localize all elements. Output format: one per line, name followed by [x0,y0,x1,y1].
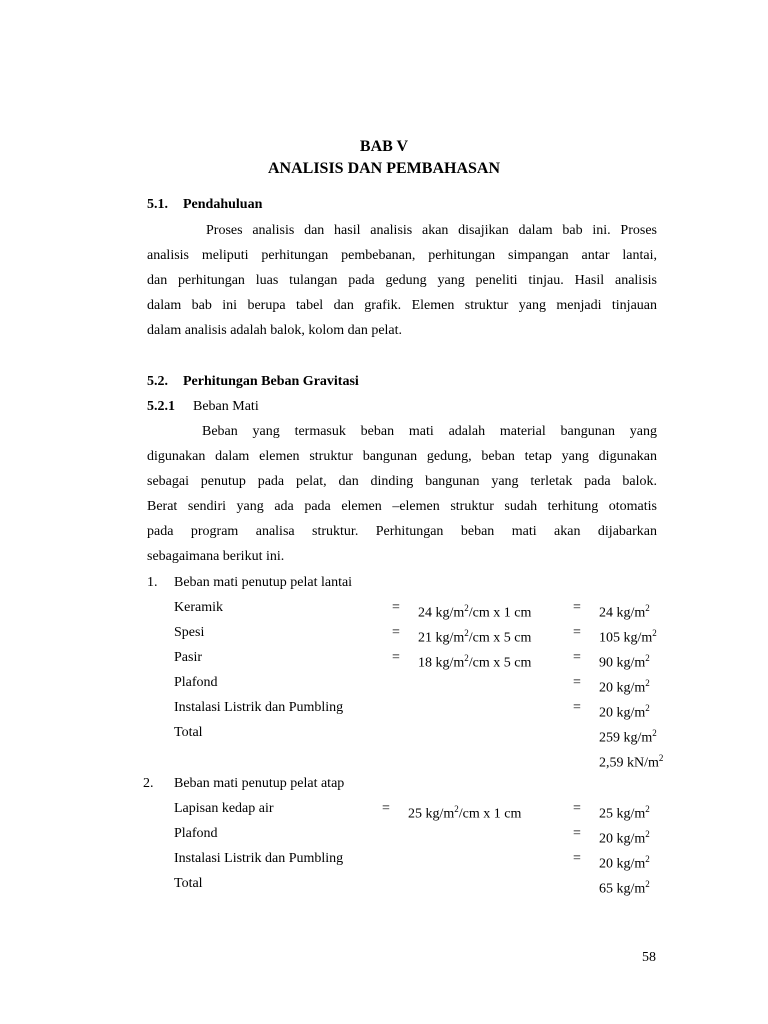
load-total-value: 259 $kg/m^2$ [599,728,657,746]
equals-sign: = [573,650,581,665]
chapter-title: ANALISIS DAN PEMBAHASAN [267,160,501,177]
load-item-name: Spesi [174,625,205,640]
section-2-line: sebagaimana berikut ini. [147,549,285,564]
equals-sign: = [382,801,390,816]
load-total-label: Total [174,725,203,740]
load-result: 20 $kg/m^2$ [599,678,650,696]
load-item-name: Instalasi Listrik dan Pumbling [174,700,344,715]
section-1-line: dalam analisis adalah balok, kolom dan pelat. [147,323,403,338]
load-result: 24 $kg/m^2$ [599,603,650,621]
section-1-line: Proses analisis dan hasil analisis akan disajikan dalam bab ini. Proses [206,223,657,238]
load-total-converted: 2,59 $kN/m^2$ [599,753,664,771]
equals-sign: = [573,600,581,615]
chapter-number: BAB V [359,138,409,155]
section-2-number: 5.2. [147,374,168,389]
load-item-name: Plafond [174,675,218,690]
section-1-heading: Pendahuluan [183,197,263,212]
equals-sign: = [573,675,581,690]
equals-sign: = [573,625,581,640]
load-item-name: Keramik [174,600,223,615]
equals-sign: = [573,801,581,816]
load-result: 90 $kg/m^2$ [599,653,650,671]
list-1-title: Beban mati penutup pelat lantai [174,575,353,590]
list-2-number: 2. [143,776,154,791]
section-2-line: digunakan dalam elemen struktur bangunan gedung, beban tetap yang digunakan [147,449,657,464]
equals-sign: = [573,826,581,841]
load-result: 25 $kg/m^2$ [599,804,650,822]
section-1-number: 5.1. [147,197,168,212]
load-item-name: Lapisan kedap air [174,801,274,816]
load-total-value: 65 $kg/m^2$ [599,879,650,897]
load-calculation: 25 $kg/m^2/cm$ x 1 cm [408,804,522,822]
equals-sign: = [573,700,581,715]
section-2-heading: Perhitungan Beban Gravitasi [183,374,359,389]
list-1-number: 1. [147,575,158,590]
load-result: 105 $kg/m^2$ [599,628,657,646]
load-calculation: 21 $kg/m^2/cm$ x 5 cm [418,628,532,646]
load-total-label: Total [174,876,203,891]
page-number: 58 [642,950,656,965]
section-1-line: analisis meliputi perhitungan pembebanan, perhitungan simpangan antar lantai, [147,248,657,263]
list-2-title: Beban mati penutup pelat atap [174,776,345,791]
equals-sign: = [392,600,400,615]
section-2-line: Berat sendiri yang ada pada elemen –elemen struktur sudah terhitung otomatis [147,499,657,514]
section-2-line: sebagai penutup pada pelat, dan dinding bangunan yang terletak pada balok. [147,474,657,489]
section-2-line: Beban yang termasuk beban mati adalah material bangunan yang [202,424,657,439]
load-item-name: Pasir [174,650,202,665]
load-calculation: 24 $kg/m^2/cm$ x 1 cm [418,603,532,621]
subsection-number: 5.2.1 [147,399,175,414]
section-1-line: dan perhitungan luas tulangan pada gedung yang peneliti tinjau. Hasil analisis [147,273,657,288]
load-result: 20 $kg/m^2$ [599,854,650,872]
subsection-heading: Beban Mati [193,399,259,414]
section-2-line: pada program analisa struktur. Perhitungan beban mati akan dijabarkan [147,524,657,539]
load-result: 20 $kg/m^2$ [599,703,650,721]
load-result: 20 $kg/m^2$ [599,829,650,847]
equals-sign: = [392,625,400,640]
section-1-line: dalam bab ini berupa tabel dan grafik. Elemen struktur yang menjadi tinjauan [147,298,657,313]
load-item-name: Instalasi Listrik dan Pumbling [174,851,344,866]
load-item-name: Plafond [174,826,218,841]
load-calculation: 18 $kg/m^2/cm$ x 5 cm [418,653,532,671]
equals-sign: = [573,851,581,866]
equals-sign: = [392,650,400,665]
